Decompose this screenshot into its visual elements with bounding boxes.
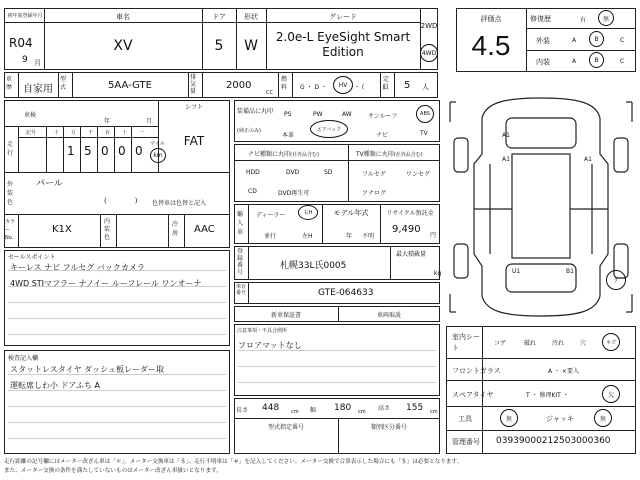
km-unit: km bbox=[150, 148, 166, 163]
jack-label: ジャッキ bbox=[546, 415, 574, 423]
spare-tire-missing: 欠 bbox=[602, 385, 620, 403]
unit-jyuman: 十 bbox=[54, 130, 60, 136]
jack-none: 無 bbox=[594, 409, 612, 427]
damage-mark: A1 bbox=[502, 156, 510, 163]
height-unit: cm bbox=[430, 409, 438, 415]
sheet-burn: コゲ bbox=[494, 340, 507, 347]
unit-sen: 千 bbox=[88, 130, 94, 136]
sales-point-line1: キーレス ナビ フルセグ バックカメラ bbox=[10, 263, 145, 272]
exterior-label: 外装色 bbox=[7, 181, 14, 206]
model-year-year: 年 bbox=[346, 233, 353, 240]
interior-sheet-label: 室内シート bbox=[452, 333, 480, 352]
spare-tire-value: T ・ 修理KIT ・ bbox=[526, 392, 569, 399]
inspector-line1: スタットレスタイヤ ダッシュ板レーダー取 bbox=[10, 365, 164, 374]
mileage-digits-label: 記号 bbox=[26, 130, 37, 136]
sheet-scratch: キズ bbox=[602, 333, 620, 351]
height: 155 bbox=[406, 403, 424, 413]
color-no: K1X bbox=[52, 224, 72, 235]
chassis-label: 車台番号 bbox=[236, 284, 247, 296]
drive-4wd: 4WD bbox=[420, 44, 438, 62]
evaluation-label: 評価点 bbox=[480, 15, 502, 23]
cooler-label: 冷房 bbox=[172, 221, 179, 237]
capacity-label: 定員 bbox=[383, 76, 390, 91]
import-label: 輸入車 bbox=[237, 211, 244, 236]
drive-2wd: 2WD bbox=[420, 22, 438, 30]
evaluation-score: 4.5 bbox=[471, 30, 511, 61]
sheet-tear: 破れ bbox=[524, 340, 537, 347]
repair-label: 修復歴 bbox=[530, 15, 551, 23]
model-type: 5AA-GTE bbox=[108, 80, 152, 91]
capacity-unit: 人 bbox=[422, 83, 429, 91]
width-unit: cm bbox=[358, 409, 366, 415]
repair-yes: 有 bbox=[580, 17, 587, 24]
recycle-unit: 円 bbox=[430, 232, 437, 239]
shift-value: FAT bbox=[183, 134, 205, 148]
doors: 5 bbox=[214, 38, 224, 54]
int-grade-a: A bbox=[572, 58, 577, 65]
front-glass-value: A ・ ×要入 bbox=[548, 368, 579, 375]
grade: 2.0e-L EyeSight Smart Edition bbox=[275, 30, 411, 59]
mileage-digit: 0 bbox=[118, 144, 126, 158]
grade-label: グレード bbox=[329, 13, 357, 21]
notes-block bbox=[234, 324, 440, 396]
cc-unit: CC bbox=[266, 90, 273, 96]
repair-no: 無 bbox=[598, 10, 614, 26]
notes-label: 注意事項・不具合箇所 bbox=[237, 328, 288, 334]
fuel-options: G ・ D ・ bbox=[300, 84, 327, 91]
tv-fullseg: フルセグ bbox=[362, 171, 386, 178]
equip-sunroof: サンルーフ bbox=[368, 113, 398, 120]
int-grade-b: B bbox=[589, 52, 604, 68]
mileage-digit: 1 bbox=[67, 144, 75, 158]
tv-oneseg: ワンセグ bbox=[406, 171, 431, 178]
category-label: 類別区分番号 bbox=[370, 424, 407, 431]
tools-label: 工具 bbox=[458, 415, 472, 423]
displacement-label: 排気量 bbox=[190, 74, 197, 95]
displacement: 2000 bbox=[226, 80, 252, 91]
car-name-label: 車名 bbox=[116, 13, 130, 21]
navi-label bbox=[248, 149, 319, 158]
equip-leather: 本革 bbox=[282, 132, 295, 139]
exterior-paren: ( ) bbox=[104, 197, 138, 205]
tv-analog: アナログ bbox=[362, 190, 387, 197]
equipment-label: 装備品に丸印 bbox=[237, 108, 274, 115]
front-glass-label: フロントガラス bbox=[452, 367, 501, 375]
ext-grade-b: B bbox=[589, 31, 604, 47]
model-year-label: モデル年式 bbox=[333, 209, 369, 217]
warranty-manual: 車両取説 bbox=[376, 312, 401, 319]
navi-dvd: DVD bbox=[286, 169, 300, 176]
import-left-h: 左H bbox=[302, 233, 313, 240]
footer-note bbox=[4, 458, 636, 476]
shape-label: 形状 bbox=[244, 13, 258, 21]
equip-aw: AW bbox=[342, 111, 352, 118]
type-label: 型式 bbox=[60, 76, 67, 91]
max-load-label: 最大積載量 bbox=[396, 251, 427, 258]
model-year-unknown: 不明 bbox=[362, 233, 375, 240]
unit-man: 万 bbox=[71, 130, 77, 136]
import-right-h: 右H bbox=[298, 205, 318, 220]
footer-line1: 走行距離の記号欄にはメーター改ざん車は「＊」、メーター交換車は「＄」、走行不明車は「＃」を記入してください。メーター交換で合算表示した場合にも「＄」は必要となります。 bbox=[4, 459, 463, 465]
equip-pw: PW bbox=[313, 111, 323, 118]
int-grade-c: C bbox=[620, 58, 625, 65]
spare-tire-label: スペアタイヤ bbox=[452, 391, 494, 399]
door-label: ドア bbox=[212, 13, 226, 21]
equipment-sub: (純正のみ) bbox=[237, 128, 261, 134]
tv-label-text: TV種類に丸印 bbox=[356, 151, 394, 158]
mgmt-no: 03939000212503000360 bbox=[496, 436, 611, 446]
equip-navi: ナビ bbox=[376, 132, 389, 139]
cooler-value: AAC bbox=[194, 224, 215, 235]
fuel-label: 燃料 bbox=[281, 76, 288, 91]
sheet-dirt: 汚れ bbox=[552, 340, 565, 347]
mgmt-label: 管理番号 bbox=[452, 438, 480, 446]
exterior-note: 色替車は色替と記入 bbox=[152, 200, 207, 207]
inspector-line2: 運転席しわ小 ドアふち A bbox=[10, 381, 100, 390]
mileage-digit: 0 bbox=[135, 144, 143, 158]
reg-month: 9 bbox=[22, 55, 28, 65]
warranty-new: 新車保証書 bbox=[270, 312, 301, 319]
navi-hdd: HDD bbox=[246, 169, 260, 176]
interior-color-label: 内装色 bbox=[104, 218, 111, 241]
recycle-value: 9,490 bbox=[392, 224, 421, 235]
damage-mark: A1 bbox=[584, 156, 592, 163]
damage-mark-circled: ｸ bbox=[606, 270, 626, 290]
type-cert-label: 型式指定番号 bbox=[267, 424, 304, 431]
width-label: 幅 bbox=[310, 407, 317, 414]
footer-line2: また、メーター交換の条件を満たしていないものはメーター改ざん車扱いとなります。 bbox=[4, 468, 222, 474]
unit-ichi: 一 bbox=[139, 130, 145, 136]
inspection-year: 年 bbox=[104, 118, 111, 125]
usage: 自家用 bbox=[23, 84, 53, 95]
car-name: XV bbox=[113, 38, 133, 54]
unit-hyaku: 百 bbox=[105, 130, 111, 136]
recycle-label: リサイクル預託金 bbox=[386, 210, 434, 217]
max-load-unit: kg bbox=[434, 270, 442, 277]
fuel-extra: ・ ( ) bbox=[354, 84, 385, 91]
navi-sd: SD bbox=[324, 169, 333, 176]
capacity: 5 bbox=[404, 80, 411, 91]
length-label: 長さ bbox=[236, 407, 249, 414]
equip-ps: PS bbox=[284, 111, 292, 118]
unit-jyu: 十 bbox=[122, 130, 128, 136]
ext-grade-c: C bbox=[620, 37, 625, 44]
reg-year-label: 初年度登録年月 bbox=[7, 13, 43, 19]
import-dealer: ディーラー bbox=[256, 212, 286, 219]
import-parallel: 並行 bbox=[264, 233, 277, 240]
navi-dvd-play: DVD再生可 bbox=[278, 190, 310, 197]
navi-cd: CD bbox=[248, 188, 257, 195]
shape: W bbox=[244, 38, 258, 54]
notes-line1: フロアマットなし bbox=[238, 341, 302, 350]
length: 448 bbox=[262, 403, 280, 413]
reg-year: R04 bbox=[9, 36, 33, 50]
mileage-digit: 5 bbox=[84, 144, 92, 158]
inspection-month: 月 bbox=[146, 118, 153, 125]
tools-none: 無 bbox=[500, 409, 518, 427]
interior-grade-label: 内装 bbox=[536, 58, 550, 66]
mileage-digit: 0 bbox=[101, 144, 109, 158]
sales-point-label: セールスポイント bbox=[8, 254, 56, 261]
ext-grade-a: A bbox=[572, 37, 577, 44]
color-no-label: カラーNo. bbox=[5, 219, 16, 241]
navi-sub: (社外品含む) bbox=[290, 152, 319, 158]
sales-point-line2: 4WD STIマフラー ナノイー ルーフレール ワンオーナ bbox=[10, 279, 202, 288]
inspector-label: 検査記入欄 bbox=[8, 355, 39, 362]
tv-sub: (社外品含む) bbox=[393, 152, 423, 158]
reg-no-label: 登録番号 bbox=[237, 248, 244, 276]
equip-tv: TV bbox=[420, 130, 428, 137]
inspection-label: 車検 bbox=[24, 112, 37, 119]
mile-unit: マイル bbox=[150, 141, 165, 147]
width: 180 bbox=[334, 403, 352, 413]
usage-label: 車歴 bbox=[6, 76, 13, 91]
equip-abs: ABS bbox=[416, 105, 434, 123]
damage-mark: B1 bbox=[566, 268, 574, 275]
chassis-no: GTE-064633 bbox=[318, 288, 374, 298]
exterior-color: パール bbox=[36, 179, 63, 189]
reg-no: 札幌33L氏0005 bbox=[280, 261, 347, 271]
length-unit: cm bbox=[291, 409, 299, 415]
height-label: 高さ bbox=[378, 405, 391, 412]
sheet-hole: 穴 bbox=[580, 340, 587, 347]
navi-label-text: ナビ種類に丸印 bbox=[248, 151, 291, 158]
equip-airbag: エアバック bbox=[310, 120, 348, 138]
shift-label: シフト bbox=[184, 104, 203, 111]
tv-label bbox=[356, 149, 423, 158]
exterior-grade-label: 外装 bbox=[536, 37, 550, 45]
damage-mark: A1 bbox=[502, 132, 510, 139]
fuel-hv: HV bbox=[333, 76, 353, 94]
month-unit: 月 bbox=[34, 59, 41, 67]
damage-mark: U1 bbox=[512, 268, 521, 275]
mileage-label: 走行 bbox=[7, 141, 14, 157]
